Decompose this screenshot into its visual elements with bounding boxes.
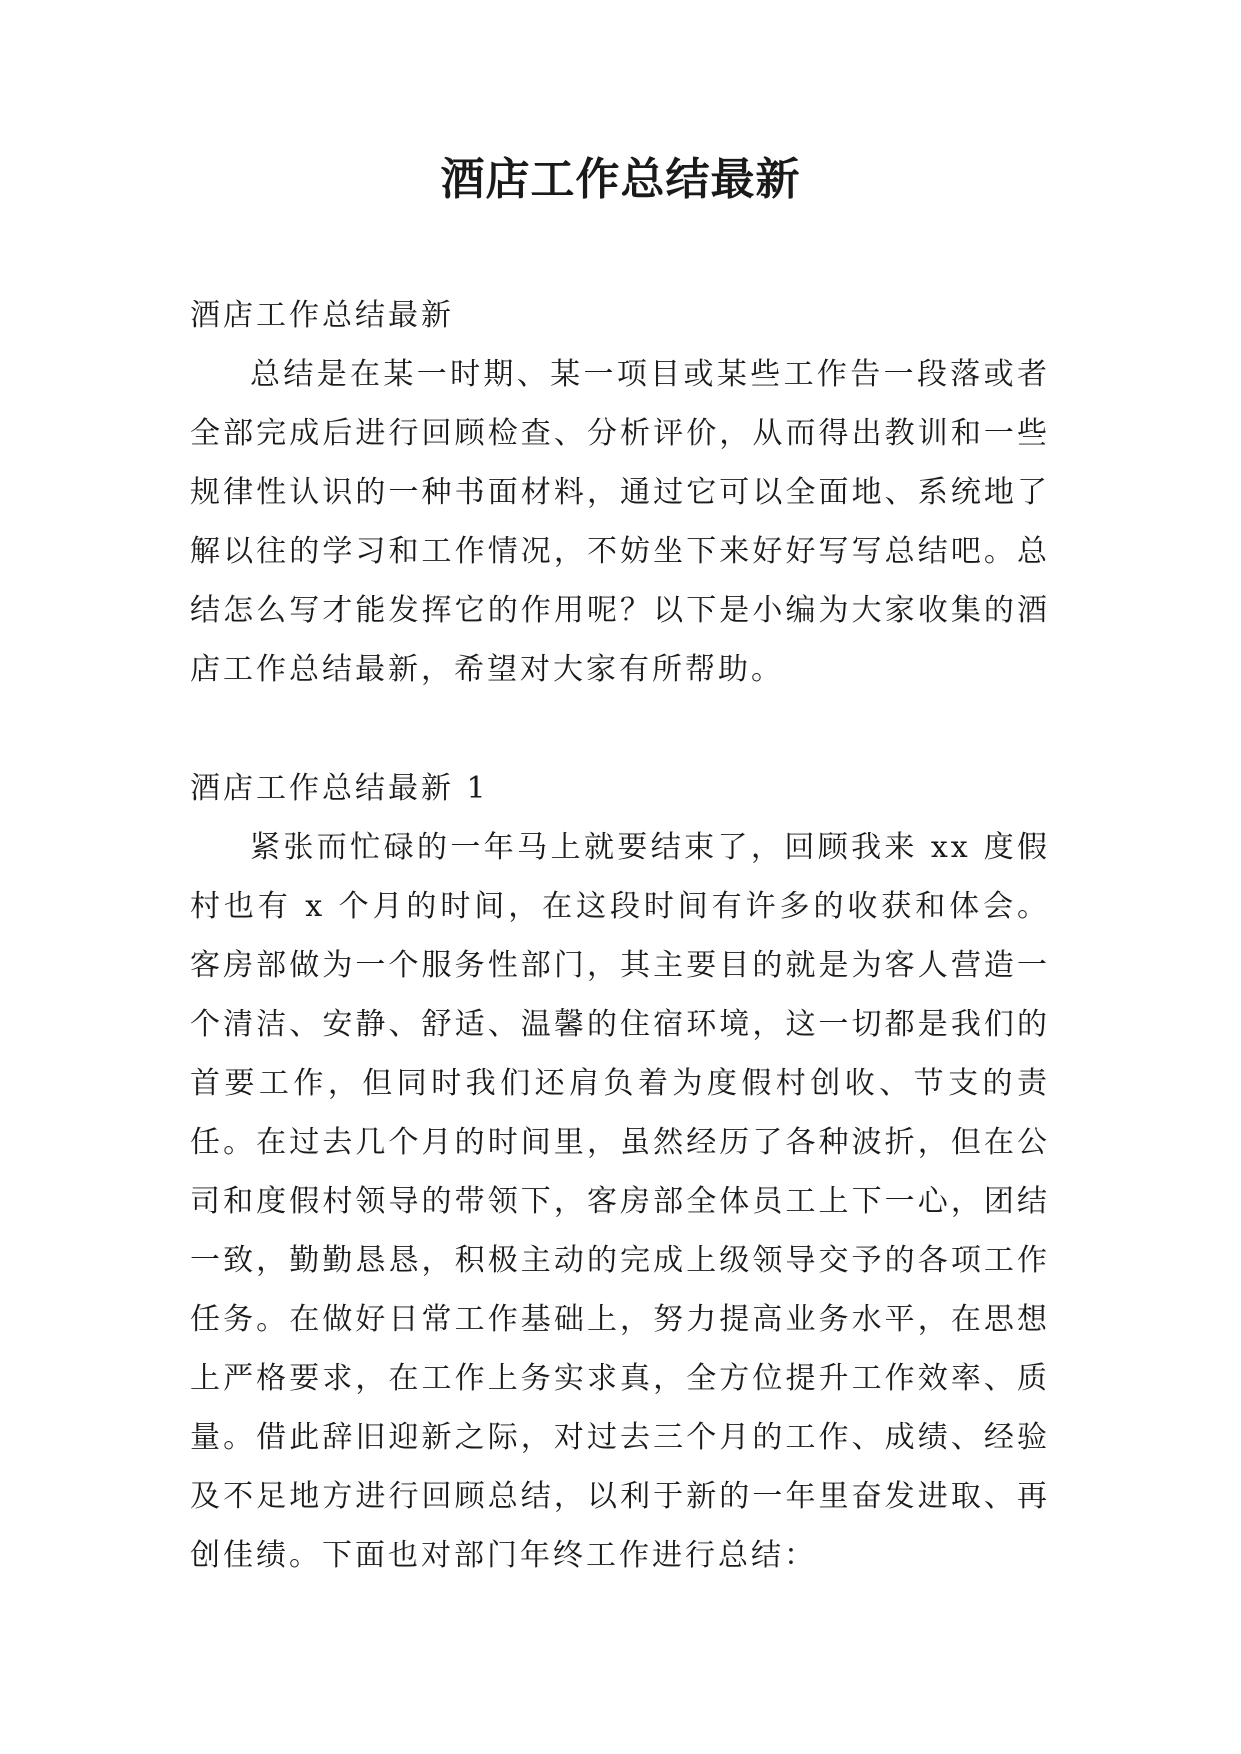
section-heading: 酒店工作总结最新: [190, 298, 454, 333]
section-paragraph: 紧张而忙碌的一年马上就要结束了，回顾我来 xx 度假村也有 x 个月的时间，在这段时间有许多的收获和体会。客房部做为一个服务性部门，其主要目的就是为客人营造一个清洁、安静、舒适、温馨的住宿环境，这一切都是我们的首要工作，但同时我们还肩负着为度假村创收、节支的责任。在过去几个月的时间里，虽然经历了各种波折，但在公司和度假村领导的带领下，客房部全体员工上下一心，团结一致，勤勤恳恳，积极主动的完成上级领导交予的各项工作任务。在做好日常工作基础上，努力提高业务水平，在思想上严格要求，在工作上务实求真，全方位提升工作效率、质量。借此辞旧迎新之际，对过去三个月的工作、成绩、经验及不足地方进行回顾总结，以利于新的一年里奋发进取、再创佳绩。下面也对部门年终工作进行总结：: [190, 830, 1050, 1573]
section-paragraph: 总结是在某一时期、某一项目或某些工作告一段落或者全部完成后进行回顾检查、分析评价，从而得出教训和一些规律性认识的一种书面材料，通过它可以全面地、系统地了解以往的学习和工作情况，不妨坐下来好好写写总结吧。总结怎么写才能发挥它的作用呢？以下是小编为大家收集的酒店工作总结最新，希望对大家有所帮助。: [190, 357, 1050, 687]
section-spacer: [190, 699, 1050, 759]
section-heading: 酒店工作总结最新 1: [190, 771, 489, 806]
summary-section-1: [190, 759, 1050, 1585]
document-title: 酒店工作总结最新: [440, 154, 801, 205]
intro-section: [190, 286, 1050, 699]
document-body: [190, 286, 1050, 1585]
